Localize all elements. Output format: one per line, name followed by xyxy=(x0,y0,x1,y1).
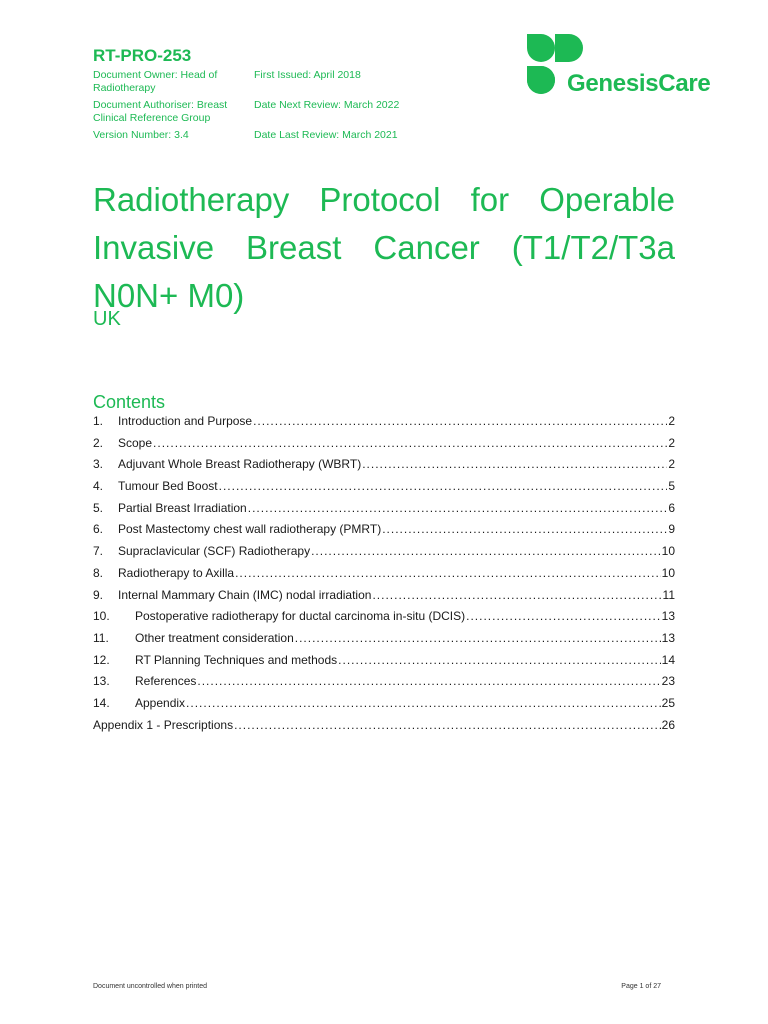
toc-entry-number: 6. xyxy=(93,522,104,537)
toc-entry[interactable] xyxy=(93,674,675,696)
toc-entry-page: 13 xyxy=(661,609,675,624)
toc-entry-label: Adjuvant Whole Breast Radiotherapy (WBRT) xyxy=(118,457,362,472)
toc-entry-number: 10. xyxy=(93,609,110,624)
first-issued: First Issued: April 2018 xyxy=(254,69,361,81)
toc-entry[interactable] xyxy=(93,609,675,631)
toc-entry-label: Appendix xyxy=(135,695,186,710)
toc-entry-number: 14. xyxy=(93,695,110,710)
toc-entry-number: 5. xyxy=(93,500,104,515)
toc-entry-number: 7. xyxy=(93,544,104,559)
toc-entry-label: Postoperative radiotherapy for ductal carcinoma in-situ (DCIS) xyxy=(135,609,466,624)
toc-entry-page: 10 xyxy=(661,544,675,559)
toc-entry-label: Introduction and Purpose xyxy=(118,414,253,428)
toc-entry-number: 2. xyxy=(93,435,104,450)
toc-dot-leader xyxy=(466,609,661,623)
toc-dot-leader xyxy=(382,522,667,536)
toc-dot-leader xyxy=(253,414,667,428)
toc-entry-page: 9 xyxy=(668,522,675,537)
toc-entry-page: 2 xyxy=(668,414,675,428)
toc-entry-label: Supraclavicular (SCF) Radiotherapy xyxy=(118,544,311,559)
toc-dot-leader xyxy=(186,696,661,710)
toc-entry[interactable] xyxy=(93,414,675,436)
toc-entry-label: Partial Breast Irradiation xyxy=(118,500,247,515)
toc-dot-leader xyxy=(362,457,667,471)
document-code: RT-PRO-253 xyxy=(93,46,192,65)
toc-entry[interactable] xyxy=(93,501,675,523)
toc-entry[interactable] xyxy=(93,566,675,588)
toc-entry-label: Post Mastectomy chest wall radiotherapy (PMRT) xyxy=(118,522,382,537)
document-owner: Document Owner: Head of Radiotherapy xyxy=(93,69,218,94)
toc-dot-leader xyxy=(248,501,668,515)
footer-page-number: Page 1 of 27 xyxy=(621,983,661,990)
toc-dot-leader xyxy=(295,631,661,645)
toc-entry-page: 13 xyxy=(661,630,675,645)
toc-entry-page: 11 xyxy=(662,587,675,602)
toc-entry-page: 6 xyxy=(668,500,675,515)
toc-entry-page: 25 xyxy=(661,695,675,710)
toc-entry-label: References xyxy=(135,674,197,689)
document-title: Radiotherapy Protocol for Operable Invasive Breast Cancer (T1/T2/T3a N0N+ M0) xyxy=(93,181,675,314)
toc-entry[interactable] xyxy=(93,479,675,501)
toc-dot-leader xyxy=(219,479,668,493)
toc-entry[interactable] xyxy=(93,436,675,458)
toc-entry-number: 1. xyxy=(93,414,104,428)
date-last-review: Date Last Review: March 2021 xyxy=(254,129,398,141)
toc-entry-label: Tumour Bed Boost xyxy=(118,479,218,494)
footer-uncontrolled-notice: Document uncontrolled when printed xyxy=(93,983,208,990)
toc-entry-number: 9. xyxy=(93,587,104,602)
table-of-contents xyxy=(93,414,675,739)
document-authoriser: Document Authoriser: Breast Clinical Reference Group xyxy=(93,99,228,124)
document-subtitle: UK xyxy=(93,308,121,330)
toc-entry-label: Radiotherapy to Axilla xyxy=(118,565,235,580)
toc-entry-label: Other treatment consideration xyxy=(135,630,294,645)
toc-entry-number: 13. xyxy=(93,674,110,689)
toc-dot-leader xyxy=(338,653,660,667)
toc-entry-page: 26 xyxy=(661,717,675,732)
toc-entry-label: Appendix 1 - Prescriptions xyxy=(93,717,234,732)
toc-entry[interactable] xyxy=(93,718,675,740)
toc-entry-label: Internal Mammary Chain (IMC) nodal irradiation xyxy=(118,587,372,602)
toc-entry-page: 14 xyxy=(661,652,675,667)
toc-dot-leader xyxy=(235,566,661,580)
date-next-review: Date Next Review: March 2022 xyxy=(254,99,400,111)
toc-entry-number: 3. xyxy=(93,457,104,472)
toc-entry-page: 5 xyxy=(668,479,675,494)
toc-entry[interactable] xyxy=(93,631,675,653)
toc-entry[interactable] xyxy=(93,696,675,718)
toc-entry[interactable] xyxy=(93,457,675,479)
toc-entry-number: 8. xyxy=(93,565,104,580)
toc-entry-number: 12. xyxy=(93,652,110,667)
toc-entry-page: 2 xyxy=(668,435,675,450)
toc-entry-page: 23 xyxy=(661,674,675,689)
toc-entry-label: Scope xyxy=(118,435,153,450)
toc-dot-leader xyxy=(197,674,660,688)
toc-entry[interactable] xyxy=(93,653,675,675)
toc-entry[interactable] xyxy=(93,544,675,566)
toc-entry[interactable] xyxy=(93,588,675,610)
toc-entry-label: RT Planning Techniques and methods xyxy=(135,652,338,667)
toc-dot-leader xyxy=(234,718,661,732)
toc-dot-leader xyxy=(153,436,667,450)
toc-entry-number: 4. xyxy=(93,479,104,494)
toc-dot-leader xyxy=(372,588,661,602)
toc-entry-page: 10 xyxy=(661,565,675,580)
contents-heading: Contents xyxy=(93,392,166,412)
toc-entry[interactable] xyxy=(93,522,675,544)
toc-dot-leader xyxy=(311,544,661,558)
logo-wordmark: GenesisCare xyxy=(567,70,711,97)
toc-entry-number: 11. xyxy=(93,630,109,645)
genesiscare-logo xyxy=(525,32,735,98)
version-number: Version Number: 3.4 xyxy=(93,129,189,141)
toc-entry-page: 2 xyxy=(668,457,675,472)
